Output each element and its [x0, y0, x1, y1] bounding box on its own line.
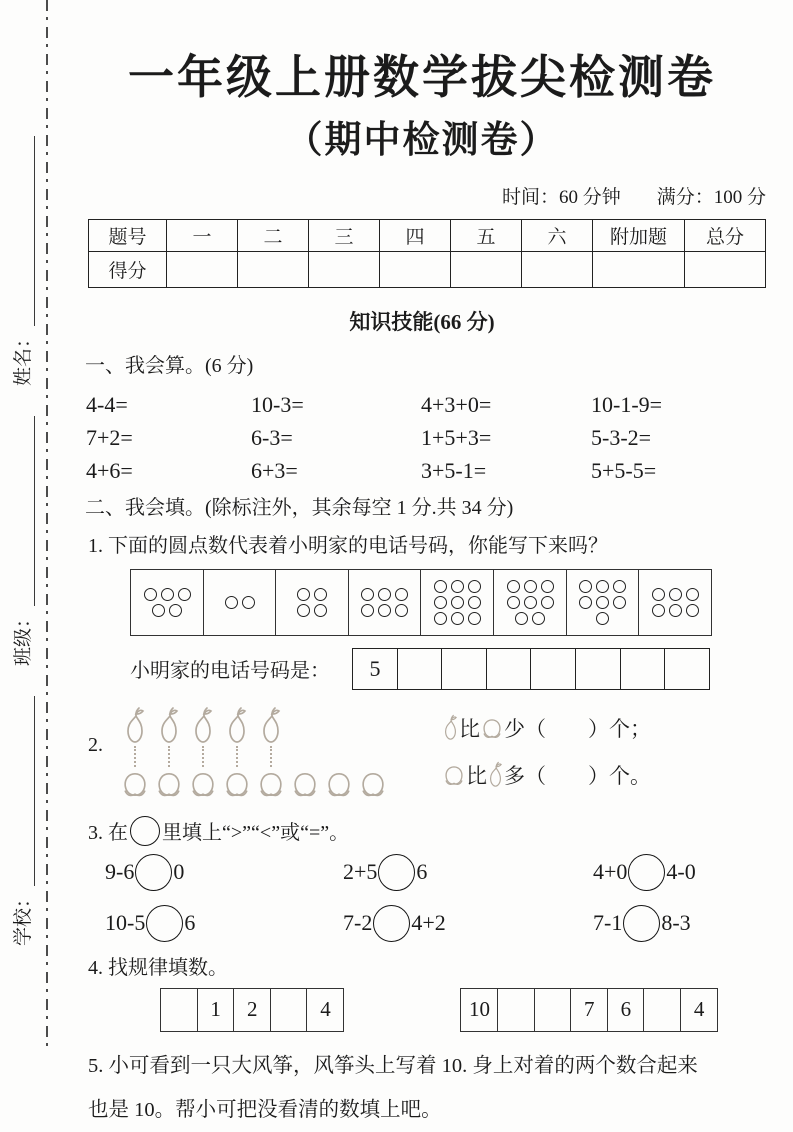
- score-table-cell: [309, 251, 380, 287]
- exam-full-score: 满分：100 分: [656, 186, 766, 208]
- apple-icon: [324, 769, 354, 800]
- comparison-item: [105, 905, 343, 942]
- score-table-score-row: [89, 251, 766, 287]
- dot-icon: [242, 596, 255, 609]
- dot-line: [434, 596, 481, 609]
- compare-circle-icon: [135, 854, 172, 891]
- seal-dashed-line: [46, 0, 48, 1048]
- dot-box: [493, 569, 567, 636]
- dot-icon: [361, 588, 374, 601]
- dot-icon: [451, 596, 464, 609]
- sub3-text-pre: 3. 在: [88, 822, 128, 845]
- apple-slot: [288, 769, 322, 800]
- sub5-line: 也是 10。帮小可把没看清的数填上吧。: [88, 1098, 442, 1121]
- phone-answer-cell: 5: [352, 648, 398, 690]
- score-table-cell: 得分: [89, 251, 167, 287]
- sub5: [88, 1044, 772, 1132]
- dotted-connector-line: [270, 746, 272, 767]
- pear-slot: [220, 704, 254, 746]
- q1-problem: 6+3=: [251, 457, 298, 483]
- dot-line: [152, 604, 182, 617]
- sequence-cell: 7: [570, 988, 608, 1032]
- apple-slot: [356, 769, 390, 800]
- dotted-connector-line: [168, 746, 170, 767]
- score-table-header-cell: 附加题: [593, 219, 685, 251]
- dot-icon: [451, 612, 464, 625]
- score-table-header-cell: 题号: [89, 219, 167, 251]
- score-table-header-cell: 四: [380, 219, 451, 251]
- compare-circle-icon: [628, 854, 665, 891]
- dot-icon: [297, 604, 310, 617]
- seal-field: [8, 696, 35, 946]
- comparison-left: 9-6: [105, 859, 135, 885]
- compare-circle-icon: [146, 905, 183, 942]
- sequence-cell: [643, 988, 681, 1032]
- apple-icon: [256, 769, 286, 800]
- dot-icon: [524, 596, 537, 609]
- connector-slot: [356, 746, 390, 769]
- seal-field: [8, 416, 35, 666]
- comparison-right: 4-0: [666, 859, 696, 885]
- dotted-connector-line: [134, 746, 136, 767]
- sub2-line: [442, 713, 651, 743]
- dot-icon: [468, 612, 481, 625]
- pear-slot: [152, 704, 186, 746]
- q1-problem: 10-1-9=: [591, 391, 663, 417]
- apple-slot: [254, 769, 288, 800]
- dot-line: [225, 596, 255, 609]
- sequence-cell: 1: [197, 988, 235, 1032]
- sub2-statements: [442, 704, 651, 800]
- apple-slot: [118, 769, 152, 800]
- dot-line: [144, 588, 191, 601]
- number-sequence: [160, 988, 344, 1032]
- q2-title: 二、我会填。(除标注外，其余每空 1 分.共 34 分): [85, 496, 514, 519]
- dot-line: [507, 596, 554, 609]
- q1-problem: 7+2=: [86, 424, 133, 450]
- dot-icon: [507, 580, 520, 593]
- score-table-header-cell: 一: [167, 219, 238, 251]
- section-heading: 知识技能(66 分): [349, 309, 495, 334]
- sequence-cell: 4: [680, 988, 718, 1032]
- sequence-cell: 4: [306, 988, 344, 1032]
- apple-slot: [220, 769, 254, 800]
- apple-icon: [222, 769, 252, 800]
- phone-answer-cells: [352, 648, 710, 690]
- seal-field-blank: [20, 136, 35, 326]
- score-table-header-cell: 总分: [685, 219, 766, 251]
- q1-problem: 6-3=: [251, 424, 293, 450]
- dot-icon: [507, 596, 520, 609]
- apple-icon: [120, 769, 150, 800]
- sub2-line-text: 比: [459, 717, 480, 742]
- comparisons: [105, 854, 772, 942]
- dot-icon: [652, 588, 665, 601]
- pear-icon: [157, 706, 181, 746]
- phone-answer-cell: [620, 648, 666, 690]
- apple-icon: [480, 716, 504, 741]
- pear-slot: [118, 704, 152, 746]
- seal-fields: [0, 36, 42, 1046]
- dot-box: [566, 569, 640, 636]
- page-subtitle: （期中检测卷）: [285, 120, 559, 162]
- dot-line: [297, 588, 327, 601]
- dot-icon: [652, 604, 665, 617]
- score-table-cell: [238, 251, 309, 287]
- dot-icon: [451, 580, 464, 593]
- exam-paper: [72, 0, 772, 1132]
- sequence-cell: [160, 988, 198, 1032]
- dot-icon: [613, 596, 626, 609]
- connector-row: [118, 746, 394, 769]
- connector-slot: [288, 746, 322, 769]
- dot-icon: [434, 596, 447, 609]
- apple-slot: [322, 769, 356, 800]
- dot-icon: [532, 612, 545, 625]
- apple-icon: [290, 769, 320, 800]
- pear-icon: [442, 714, 459, 742]
- dot-icon: [596, 580, 609, 593]
- sub4-text: 4. 找规律填数。: [88, 956, 228, 979]
- comparison-item: [105, 854, 343, 891]
- apple-icon: [442, 763, 466, 788]
- seal-field-blank: [20, 416, 35, 606]
- comparison-right: 0: [173, 859, 185, 885]
- sub2: [88, 704, 772, 800]
- connector-slot: [322, 746, 356, 769]
- dot-icon: [468, 580, 481, 593]
- sequence-cell: [497, 988, 535, 1032]
- score-table-cell: [593, 251, 685, 287]
- compare-circle-icon: [373, 905, 410, 942]
- pear-slot: [322, 704, 356, 746]
- exam-time: 时间：60 分钟: [501, 186, 621, 208]
- q1-problem: 4+3+0=: [421, 391, 492, 417]
- sequence-cell: 10: [460, 988, 498, 1032]
- dot-box: [638, 569, 712, 636]
- dotted-connector-line: [202, 746, 204, 767]
- dot-icon: [161, 588, 174, 601]
- dot-icon: [613, 580, 626, 593]
- dot-icon: [225, 596, 238, 609]
- dot-icon: [579, 596, 592, 609]
- apple-slot: [186, 769, 220, 800]
- dot-line: [515, 612, 545, 625]
- compare-circle-icon: [130, 816, 160, 846]
- score-table-cell: [380, 251, 451, 287]
- dot-box: [348, 569, 422, 636]
- sub2-line-text: 少（ ）个；: [504, 717, 651, 742]
- seal-field-label: 班级：: [12, 609, 34, 667]
- dot-icon: [395, 588, 408, 601]
- dot-icon: [686, 604, 699, 617]
- seal-field-blank: [20, 696, 35, 886]
- sub2-line-text: 多（ ）个。: [504, 764, 651, 789]
- connector-slot: [118, 746, 152, 769]
- dot-icon: [541, 596, 554, 609]
- q1-problem: 4-4=: [86, 391, 128, 417]
- dot-box: [203, 569, 277, 636]
- dot-icon: [314, 588, 327, 601]
- pear-icon: [191, 706, 215, 746]
- dot-line: [507, 580, 554, 593]
- apple-slot: [152, 769, 186, 800]
- comparison-left: 4+0: [593, 859, 628, 885]
- dot-icon: [144, 588, 157, 601]
- score-table-cell: [522, 251, 593, 287]
- dot-icon: [152, 604, 165, 617]
- fruit-block: [118, 704, 394, 800]
- dot-icon: [297, 588, 310, 601]
- dot-box: [275, 569, 349, 636]
- pear-row: [118, 704, 394, 746]
- q1-title: 一、我会算。(6 分): [85, 354, 254, 377]
- page-title: 一年级上册数学拔尖检测卷: [128, 52, 716, 103]
- dot-icon: [314, 604, 327, 617]
- dot-icon: [178, 588, 191, 601]
- comparison-right: 6: [184, 910, 196, 936]
- dot-line: [297, 604, 327, 617]
- phone-answer-cell: [530, 648, 576, 690]
- number-sequence: [460, 988, 718, 1032]
- sub3-text-post: 里填上“>”“<”或“=”。: [162, 822, 350, 845]
- dot-icon: [669, 588, 682, 601]
- q1-problem: 10-3=: [251, 391, 304, 417]
- pear-slot: [186, 704, 220, 746]
- apple-icon: [358, 769, 388, 800]
- comparison-right: 6: [416, 859, 428, 885]
- sub1-text: 1. 下面的圆点数代表着小明家的电话号码，你能写下来吗？: [88, 534, 608, 557]
- sub5-line: 5. 小可看到一只大风筝，风筝头上写着 10. 身上对着的两个数合起来: [88, 1054, 698, 1077]
- dot-line: [652, 604, 699, 617]
- comparison-item: [593, 905, 772, 942]
- dot-icon: [468, 596, 481, 609]
- comparison-left: 7-1: [593, 910, 623, 936]
- pear-icon: [123, 706, 147, 746]
- exam-info: [72, 182, 766, 209]
- dot-icon: [378, 588, 391, 601]
- dot-icon: [361, 604, 374, 617]
- dotted-connector-line: [236, 746, 238, 767]
- seal-field-label: 姓名：: [12, 328, 34, 386]
- dot-icon: [395, 604, 408, 617]
- dot-line: [434, 612, 481, 625]
- dot-icon: [686, 588, 699, 601]
- phone-answer-label: 小明家的电话号码是：: [130, 660, 330, 683]
- sub2-line-text: 比: [466, 764, 487, 789]
- dot-icon: [378, 604, 391, 617]
- connector-slot: [254, 746, 288, 769]
- dot-icon: [434, 580, 447, 593]
- pear-slot: [288, 704, 322, 746]
- dot-icon: [434, 612, 447, 625]
- dot-box: [130, 569, 204, 636]
- comparison-item: [343, 854, 593, 891]
- dot-icon: [541, 580, 554, 593]
- sequence-cell: [534, 988, 572, 1032]
- apple-row: [118, 769, 394, 800]
- phone-answer-cell: [575, 648, 621, 690]
- dot-box: [420, 569, 494, 636]
- phone-answer-cell: [486, 648, 532, 690]
- comparison-left: 7-2: [343, 910, 373, 936]
- seal-field: [8, 136, 35, 386]
- dot-line: [361, 604, 408, 617]
- dot-line: [579, 580, 626, 593]
- pear-icon: [259, 706, 283, 746]
- dot-line: [596, 612, 609, 625]
- apple-icon: [154, 769, 184, 800]
- dot-icon: [169, 604, 182, 617]
- q1-problems: [86, 390, 772, 486]
- apple-icon: [188, 769, 218, 800]
- dot-line: [434, 580, 481, 593]
- comparison-left: 2+5: [343, 859, 378, 885]
- q1-problem: 1+5+3=: [421, 424, 492, 450]
- connector-slot: [220, 746, 254, 769]
- comparison-right: 8-3: [661, 910, 691, 936]
- sub2-number: 2.: [88, 733, 103, 756]
- comparison-item: [343, 905, 593, 942]
- dot-icon: [669, 604, 682, 617]
- number-sequences: [160, 988, 772, 1032]
- dot-line: [579, 596, 626, 609]
- score-table-cell: [451, 251, 522, 287]
- q1-problem: 5-3-2=: [591, 424, 652, 450]
- pear-icon: [225, 706, 249, 746]
- score-table-header-cell: 三: [309, 219, 380, 251]
- dot-line: [361, 588, 408, 601]
- seal-field-label: 学校：: [12, 889, 34, 947]
- phone-answer-cell: [441, 648, 487, 690]
- pear-icon: [487, 761, 504, 789]
- dot-icon: [596, 596, 609, 609]
- compare-circle-icon: [623, 905, 660, 942]
- score-table-header-cell: 二: [238, 219, 309, 251]
- sequence-cell: [270, 988, 308, 1032]
- score-table-header-cell: 六: [522, 219, 593, 251]
- q1-problem: 4+6=: [86, 457, 133, 483]
- q1-problem: 3+5-1=: [421, 457, 487, 483]
- dot-icon: [596, 612, 609, 625]
- compare-circle-icon: [378, 854, 415, 891]
- phone-answer-cell: [397, 648, 443, 690]
- comparison-item: [593, 854, 772, 891]
- phone-answer-cell: [664, 648, 710, 690]
- sub2-line: [442, 760, 651, 790]
- dot-icon: [524, 580, 537, 593]
- sequence-cell: 2: [233, 988, 271, 1032]
- phone-answer-row: [130, 648, 772, 690]
- sub3-text: [88, 816, 772, 846]
- pear-slot: [254, 704, 288, 746]
- sequence-cell: 6: [607, 988, 645, 1032]
- dot-icon: [579, 580, 592, 593]
- score-table-cell: [167, 251, 238, 287]
- comparison-right: 4+2: [411, 910, 446, 936]
- score-table-cell: [685, 251, 766, 287]
- comparison-left: 10-5: [105, 910, 146, 936]
- phone-dot-boxes: [130, 569, 772, 636]
- dot-line: [652, 588, 699, 601]
- pear-slot: [356, 704, 390, 746]
- q1-problem: 5+5-5=: [591, 457, 657, 483]
- score-table-header-cell: 五: [451, 219, 522, 251]
- score-table-header-row: [89, 219, 766, 251]
- dot-icon: [515, 612, 528, 625]
- connector-slot: [152, 746, 186, 769]
- connector-slot: [186, 746, 220, 769]
- score-table: [88, 219, 766, 288]
